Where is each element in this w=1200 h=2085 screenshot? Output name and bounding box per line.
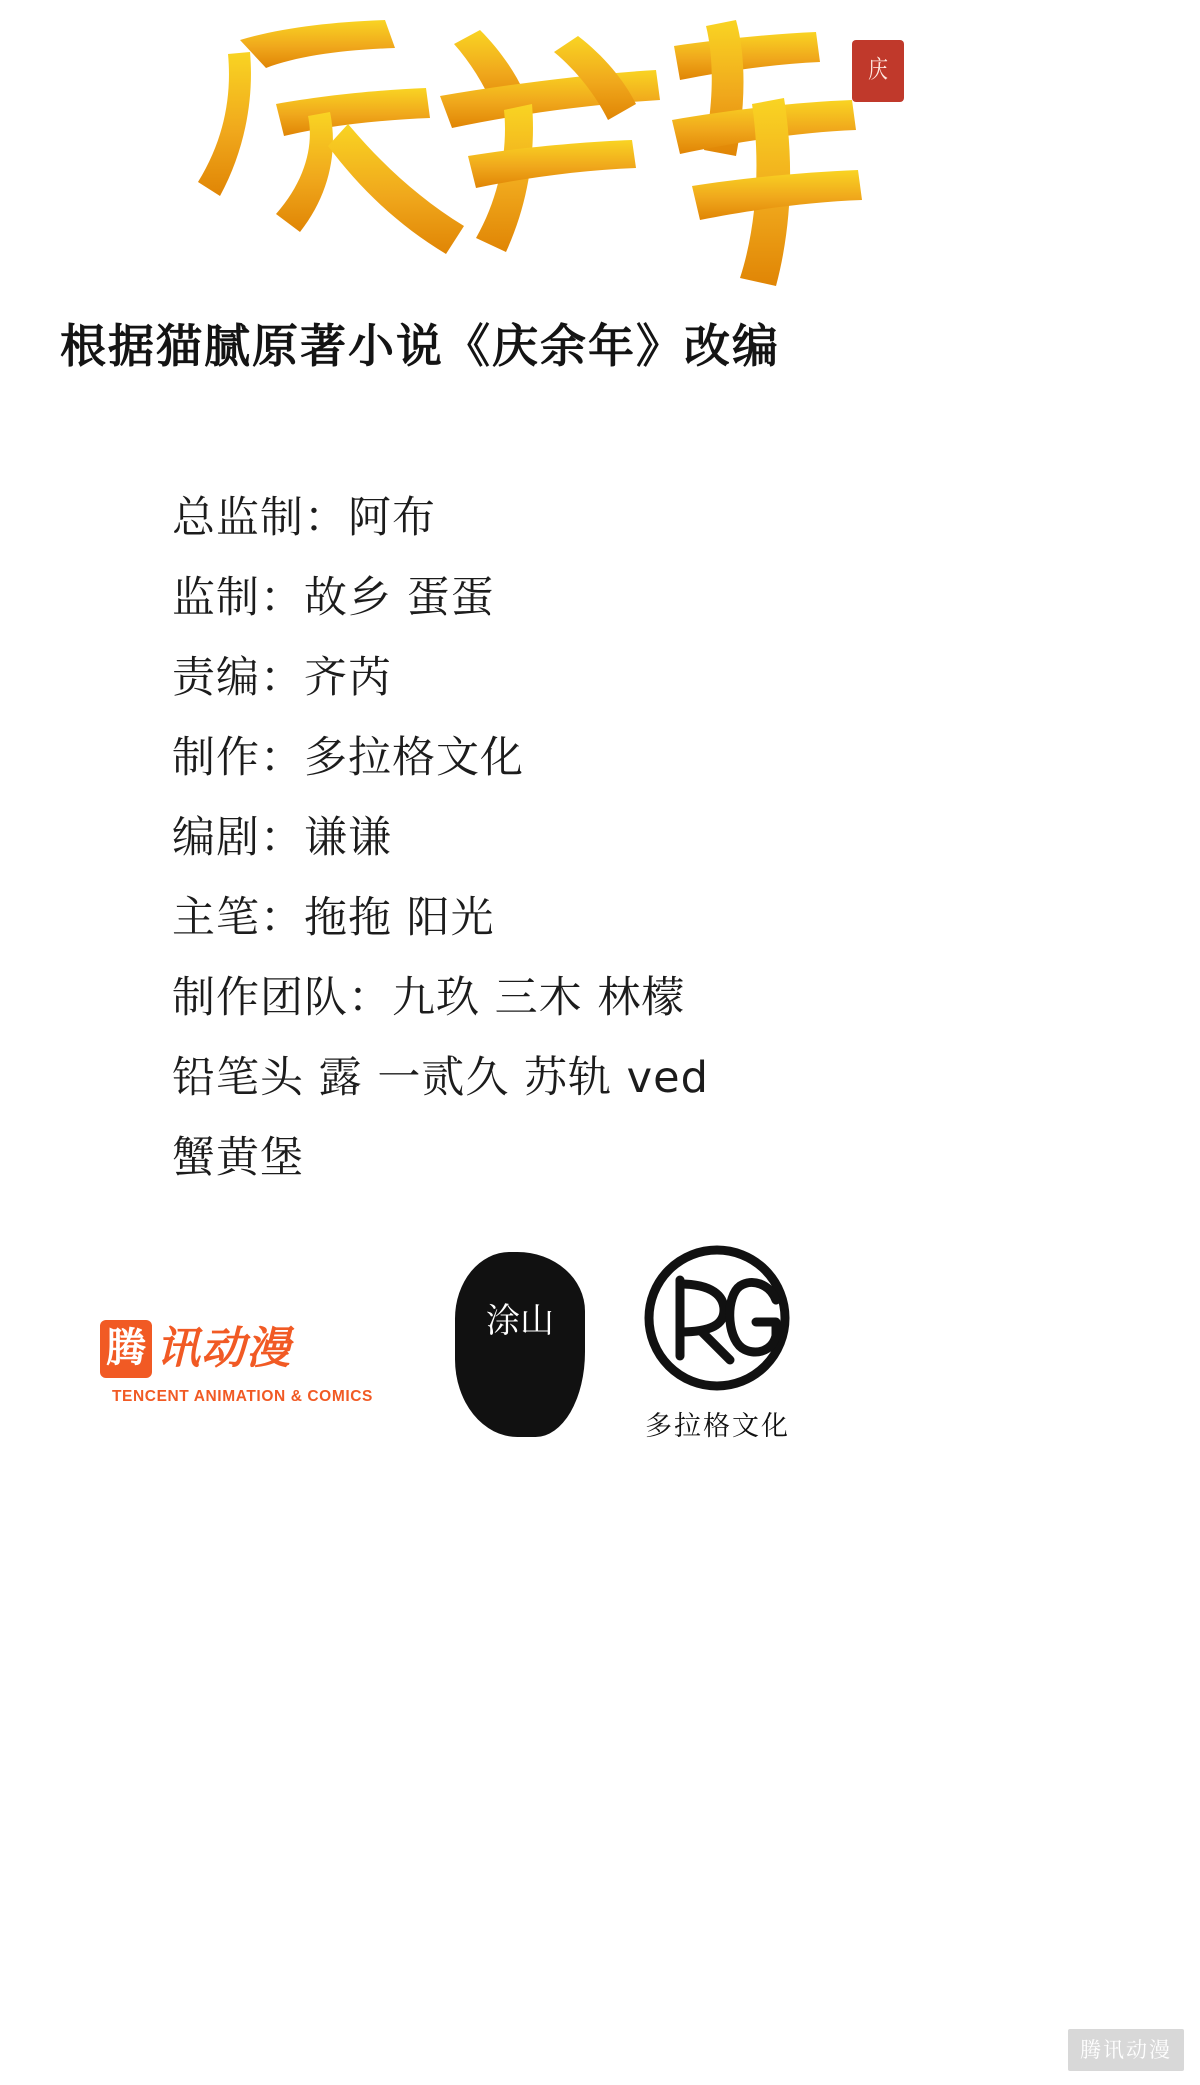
title-seal-icon — [852, 40, 904, 102]
title-seal-text: 庆 — [868, 56, 888, 85]
credit-line: 总监制：阿布 — [172, 493, 436, 543]
tencent-logo-block: 腾 — [100, 1320, 152, 1378]
credits-list — [172, 478, 1132, 1198]
series-title-logo — [180, 0, 920, 320]
tencent-logo-english: TENCENT ANIMATION & COMICS — [111, 1388, 373, 1405]
tencent-logo-mark — [100, 1320, 385, 1378]
dorag-monogram-icon — [630, 1240, 805, 1400]
dorag-culture-logo — [630, 1240, 805, 1450]
credit-line: 铅笔头 露 一贰久 苏轨 ved — [172, 1053, 709, 1103]
credit-line: 蟹黄堡 — [172, 1133, 304, 1183]
credit-line: 责编：齐芮 — [172, 653, 392, 703]
subtitle-text: 根据猫腻原著小说《庆余年》改编 — [60, 319, 780, 373]
credit-line: 监制：故乡 蛋蛋 — [172, 573, 495, 623]
publisher-logos — [0, 1230, 1200, 1470]
watermark-label: 腾讯动漫 — [1068, 2029, 1184, 2071]
tencent-logo-word: 讯动漫 — [156, 1323, 291, 1374]
tushan-logo-text: 涂山 — [486, 1301, 554, 1341]
dorag-logo-label: 多拉格文化 — [645, 1411, 790, 1442]
tushan-studio-logo — [455, 1252, 585, 1437]
credit-line: 编剧：谦谦 — [172, 813, 392, 863]
credit-line: 主笔：拖拖 阳光 — [172, 893, 495, 943]
credit-line: 制作团队：九玖 三木 林檬 — [172, 973, 686, 1023]
tushan-ink-blob-icon — [455, 1252, 585, 1437]
credit-line: 制作：多拉格文化 — [172, 733, 524, 783]
tencent-animation-comics-logo — [100, 1320, 385, 1406]
